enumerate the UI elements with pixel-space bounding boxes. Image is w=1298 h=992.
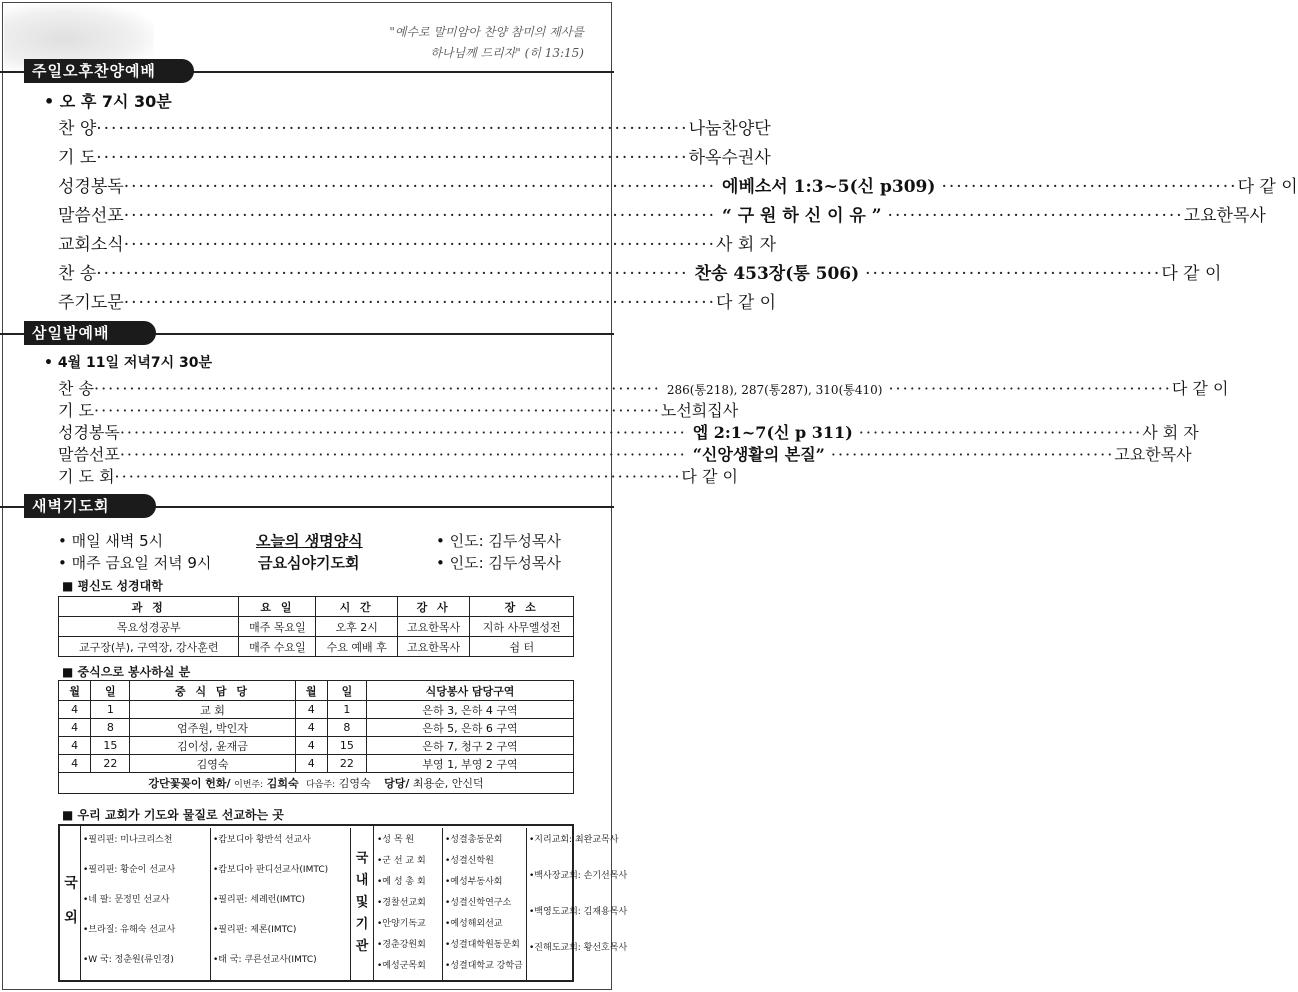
col-place: 장 소 [470, 597, 574, 617]
col-meal-duty: 중 식 담 당 [130, 681, 295, 701]
cell: 고요한목사 [397, 637, 470, 657]
leader-dots: ················································································ [96, 119, 689, 139]
foreign-list-2 [212, 828, 351, 980]
mission-item: •태 국: 쿠른선교사(IMTC) [213, 955, 317, 965]
mission-item: •성결대학교 강학금 [445, 961, 523, 971]
leader-dots: ········································ [858, 423, 1143, 442]
cell: 지하 사무엘성전 [470, 617, 574, 637]
order-label: 찬 송 [58, 379, 94, 398]
cell: 8 [327, 719, 366, 737]
leader-dots: ················································································ [119, 445, 687, 464]
dawn-leader: • 인도: 김두성목사 [436, 532, 561, 550]
friday-leader: • 인도: 김두성목사 [436, 554, 561, 572]
order-person: 하옥수권사 [688, 148, 771, 168]
mission-item: •안양기독교 [377, 919, 426, 929]
order-row [58, 442, 1192, 465]
cell: 목요성경공부 [59, 617, 239, 637]
order-detail: “신앙생활의 본질” [692, 445, 825, 464]
leader-dots: ················································································ [94, 401, 661, 420]
mission-item: •백사장교회: 손기선목사 [529, 871, 628, 881]
leader-dots: ················································································ [119, 423, 687, 442]
mission-item: •성결신학원 [445, 856, 494, 866]
cell: 쉼 터 [470, 637, 574, 657]
leader-dots: ········································ [941, 177, 1238, 197]
cell: 4 [295, 737, 327, 755]
leader-dots: ········································ [865, 264, 1162, 284]
leader-dots: ················································································ [96, 264, 689, 284]
order-label: 교회소식 [58, 235, 124, 255]
order-row [58, 420, 1199, 443]
col-day: 일 [327, 681, 366, 701]
cell: 4 [295, 755, 327, 773]
order-person: 고요한목사 [1183, 206, 1266, 226]
mission-item: •필리핀: 제론(IMTC) [213, 925, 297, 935]
order-detail: 286(통218), 287(통287), 310(통410) [666, 383, 883, 397]
order-label: 기 도 [58, 148, 97, 168]
cell: 오후 2시 [316, 617, 397, 637]
table-row [59, 637, 574, 657]
col-day: 요 일 [239, 597, 316, 617]
order-person: 고요한목사 [1114, 445, 1192, 464]
order-person: 나눔찬양단 [688, 119, 771, 139]
next-week-label: 다음주: [306, 780, 336, 790]
cell: 김영숙 [130, 755, 295, 773]
leader-dots: ················································································ [114, 467, 682, 486]
cell: 4 [59, 701, 91, 719]
foreign-label: 국 외 [60, 826, 81, 980]
table-row [59, 755, 574, 773]
col-kitchen-duty: 식당봉사 담당구역 [367, 681, 574, 701]
wednesday-time: • 4월 11일 저녁7시 30분 [44, 355, 213, 371]
friday-schedule: • 매주 금요일 저녁 9시 [58, 554, 212, 572]
dawn-title: 오늘의 생명양식 [256, 532, 363, 550]
order-person: 다 같 이 [716, 293, 777, 313]
order-row [58, 230, 777, 255]
mission-item: •W 국: 정춘원(류인경) [83, 955, 174, 965]
order-person: 다 같 이 [1161, 264, 1222, 284]
order-label: 기 도 [58, 401, 94, 420]
mission-item: •필리핀: 황순이 선교사 [83, 865, 176, 875]
order-person: 다 같 이 [681, 467, 738, 486]
mission-item: •브라질: 유해숙 선교사 [83, 925, 176, 935]
cell: 교구장(부), 구역장, 강사훈련 [59, 637, 239, 657]
table-row [59, 719, 574, 737]
cell: 매주 목요일 [239, 617, 316, 637]
meal-table [58, 680, 574, 794]
this-week-label: 이번주: [234, 780, 264, 790]
leader-dots: ················································································ [123, 206, 717, 226]
mission-item: •군 선 교 회 [377, 856, 426, 866]
leader-dots: ················································································ [123, 293, 717, 313]
mission-item: •예성해외선교 [445, 919, 503, 929]
mission-item: •성결대학원동문회 [445, 940, 520, 950]
domestic-list-1 [376, 828, 443, 980]
mission-item: •백영도교회: 김재용목사 [529, 907, 628, 917]
order-label: 찬 송 [58, 264, 97, 284]
order-row [58, 398, 739, 421]
cell: 4 [59, 719, 91, 737]
cell: 4 [295, 701, 327, 719]
mission-item: •네 팔: 문정민 선교사 [83, 895, 170, 905]
mission-item: •캄보디아 판디선교사(IMTC) [213, 865, 329, 875]
sunday-time: • 오 후 7시 30분 [44, 92, 172, 111]
table-row [59, 737, 574, 755]
order-label: 말씀선포 [58, 445, 120, 464]
order-detail: 에베소서 1:3~5(신 p309) [722, 177, 936, 197]
order-label: 찬 양 [58, 119, 97, 139]
meal-title: ■ 중식으로 봉사하실 분 [62, 665, 191, 679]
order-detail: 엡 2:1~7(신 p 311) [692, 423, 853, 442]
domestic-list-2 [444, 828, 527, 980]
order-row [58, 288, 777, 313]
col-course: 과 정 [59, 597, 239, 617]
leader-dots: ················································································ [96, 148, 689, 168]
order-row [58, 143, 771, 168]
domestic-label: 국내 및 기관 [351, 826, 374, 980]
table-row [59, 701, 574, 719]
cell: 22 [327, 755, 366, 773]
mission-item: •필리핀: 미나크리스천 [83, 835, 173, 845]
section-header-dawn: 새벽기도회 [24, 494, 156, 518]
cell: 매주 수요일 [239, 637, 316, 657]
leader-dots: ········································ [830, 445, 1115, 464]
cell: 부영 1, 부영 2 구역 [367, 755, 574, 773]
order-person: 사 회 자 [1142, 423, 1199, 442]
order-label: 성경봉독 [58, 423, 120, 442]
leader-dots: ········································ [887, 206, 1184, 226]
university-title: ■ 평신도 성경대학 [62, 579, 163, 593]
cell: 4 [59, 737, 91, 755]
mission-item: •경춘강원회 [377, 940, 426, 950]
order-row [58, 172, 1298, 197]
cell: 1 [91, 701, 130, 719]
order-row [58, 114, 771, 139]
cell: 15 [91, 737, 130, 755]
cell: 교 회 [130, 701, 295, 719]
mission-item: •성 목 원 [377, 835, 415, 845]
cell: 8 [91, 719, 130, 737]
leader-dots: ················································································ [123, 235, 717, 255]
mission-item: •성결신학연구소 [445, 898, 512, 908]
mission-item: •예 성 총 회 [377, 877, 426, 887]
mission-item: •지리교회: 최완교목사 [529, 835, 619, 845]
leader-dots: ········································ [888, 379, 1172, 398]
section-header-sunday: 주일오후찬양예배 [24, 59, 194, 83]
mission-item: •경찰선교회 [377, 898, 426, 908]
order-person: 다 같 이 [1171, 379, 1229, 398]
verse-line-2: 하나님께 드리자" (히 13:15) [430, 46, 584, 60]
order-label: 주기도문 [58, 293, 124, 313]
foreign-list-1 [82, 828, 211, 980]
cell: 은하 7, 청구 2 구역 [367, 737, 574, 755]
dawn-schedule: • 매일 새벽 5시 [58, 532, 164, 550]
duty-names: 최용순, 안신덕 [412, 777, 484, 790]
mission-item: •예성군목회 [377, 961, 426, 971]
col-time: 시 간 [316, 597, 397, 617]
domestic-list-3 [528, 828, 628, 980]
col-month: 월 [59, 681, 91, 701]
mission-item: •진해도교회: 황선호목사 [529, 943, 628, 953]
col-teacher: 강 사 [397, 597, 470, 617]
cell: 김이성, 윤재금 [130, 737, 295, 755]
order-label: 말씀선포 [58, 206, 124, 226]
order-label: 기 도 회 [58, 467, 115, 486]
table-header-row [59, 597, 574, 617]
cell: 4 [59, 755, 91, 773]
mission-item: •캄보디아 황반석 선교사 [213, 835, 311, 845]
order-row [58, 259, 1222, 284]
friday-title: 금요심야기도회 [258, 554, 360, 572]
missions-box [58, 824, 628, 982]
leader-dots: ················································································ [123, 177, 717, 197]
order-person: 사 회 자 [716, 235, 777, 255]
cell: 22 [91, 755, 130, 773]
order-row [58, 376, 1229, 399]
order-person: 노선희집사 [660, 401, 739, 420]
cell: 은하 3, 은하 4 구역 [367, 701, 574, 719]
next-week-name: 김영숙 [338, 777, 371, 790]
col-day: 일 [91, 681, 130, 701]
table-header-row [59, 681, 574, 701]
cell: 15 [327, 737, 366, 755]
leader-dots: ················································································ [94, 379, 661, 398]
cell: 은하 5, 은하 6 구역 [367, 719, 574, 737]
cell: 4 [295, 719, 327, 737]
order-person: 다 같 이 [1237, 177, 1298, 197]
col-month: 월 [295, 681, 327, 701]
order-label: 성경봉독 [58, 177, 124, 197]
cell: 고요한목사 [397, 617, 470, 637]
flower-duty-row [59, 773, 574, 794]
mission-item: •성결총동문회 [445, 835, 503, 845]
section-header-wednesday: 삼일밤예배 [24, 321, 156, 345]
cell: 엄주원, 박인자 [130, 719, 295, 737]
cell: 1 [327, 701, 366, 719]
cell: 수요 예배 후 [316, 637, 397, 657]
duty-label: 당당/ [384, 777, 410, 790]
order-row [58, 464, 738, 487]
this-week-name: 김희숙 [266, 777, 299, 790]
mission-item: •필리핀: 세례런(IMTC) [213, 895, 306, 905]
order-row [58, 201, 1266, 226]
order-detail: “ 구 원 하 신 이 유 ” [722, 206, 882, 226]
scripture-verse [354, 22, 584, 64]
flowers-label: 강단꽃꽂이 헌화/ [148, 777, 231, 790]
verse-line-1: "예수로 말미암아 찬양 참미의 제사를 [389, 25, 584, 39]
university-table [58, 596, 574, 657]
missions-title: ■ 우리 교회가 기도와 물질로 선교하는 곳 [62, 808, 284, 822]
mission-item: •예성부동사회 [445, 877, 503, 887]
table-row [59, 617, 574, 637]
order-detail: 찬송 453장(통 506) [694, 264, 860, 284]
